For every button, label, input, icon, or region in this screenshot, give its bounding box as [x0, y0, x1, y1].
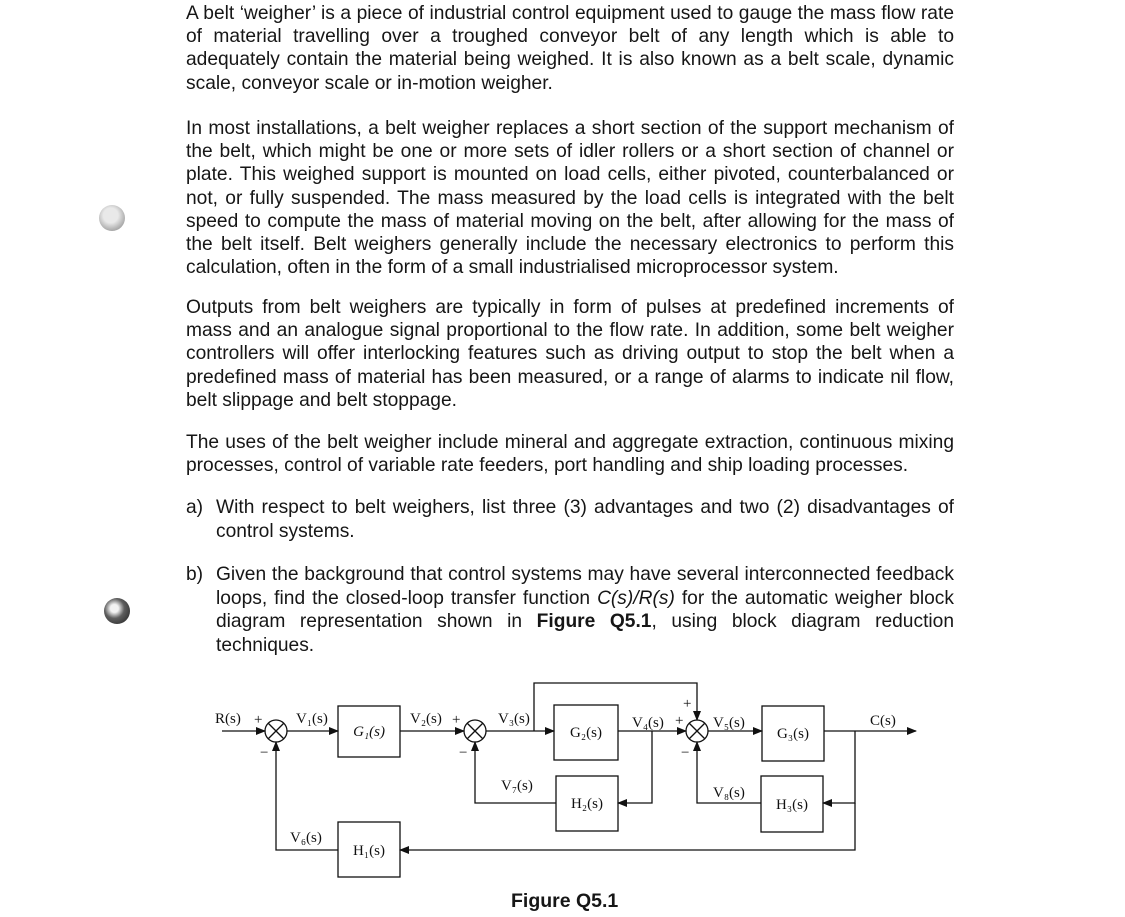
- signal-v8-label: V₈(s): [713, 785, 745, 801]
- paragraph-installations: In most installations, a belt weigher replaces a short section of the support mechanism of the belt, which might be one or more sets of idler rollers or a short section of channel or plate. This weighed support is mounted on load cells, either pivoted, counterbalanced or not, or fully suspended. The mass measured by the load cells is integrated with the belt speed to compute the mass of material moving on the belt, after allowing for the mass of the belt itself. Belt weighers generally include the necessary electronics to perform this calculation, often in the form of a small industrialised microprocessor system.: [186, 118, 954, 279]
- paragraph-intro: A belt ‘weigher’ is a piece of industrial control equipment used to gauge the mass flow rate of material travelling over a troughed conveyor belt of any length which is able to adequately contain the material being weighed. It is also known as a belt scale, dynamic scale, conveyor scale or in-motion weigher.: [186, 3, 954, 94]
- question-a-text: With respect to belt weighers, list three (3) advantages and two (2) disadvantages of control systems.: [216, 497, 954, 542]
- summing-junction-1: [265, 720, 287, 742]
- question-b: [186, 563, 954, 657]
- question-b-text-part1: Given the background that control systems may have several interconnected feedback loops, find the closed-loop transfer function: [216, 564, 954, 609]
- signal-v1-label: V₁(s): [296, 711, 328, 727]
- block-h1-label: H₁(s): [353, 843, 385, 859]
- block-g1-label: G₁(s): [353, 724, 385, 740]
- figure-caption: Figure Q5.1: [511, 890, 619, 912]
- block-diagram: [200, 675, 930, 885]
- sign-plus-3b: +: [683, 696, 692, 712]
- sign-plus-3a: +: [675, 713, 684, 729]
- sign-minus-2: −: [459, 745, 468, 761]
- block-h2-label: H₂(s): [571, 796, 603, 812]
- block-g3-label: G₃(s): [777, 726, 809, 742]
- figure-reference: Figure Q5.1: [536, 611, 652, 633]
- binder-hole-bottom: [104, 598, 130, 624]
- sign-plus-2: +: [452, 712, 461, 728]
- question-b-text: [216, 563, 954, 657]
- question-b-text-part3: , using block diagram reduction techniques.: [216, 611, 955, 656]
- sign-minus-1: −: [260, 745, 269, 761]
- signal-v2-label: V₂(s): [410, 711, 442, 727]
- block-h3-label: H₃(s): [776, 797, 808, 813]
- block-g2-label: G₂(s): [570, 725, 602, 741]
- question-b-text-part2: for the automatic weigher block diagram representation shown in: [216, 587, 954, 633]
- binder-hole-top: [99, 205, 125, 231]
- summing-junction-3: [686, 720, 708, 742]
- signal-v5-label: V₅(s): [713, 715, 745, 731]
- paragraph-outputs: Outputs from belt weighers are typically in form of pulses at predefined increments of mass and an analogue signal proportional to the flow rate. In addition, some belt weigher controllers will offer interlocking features such as driving output to stop the belt when a predefined mass of material has been measured, or a range of alarms to indicate nil flow, belt slippage and belt stoppage.: [186, 297, 954, 411]
- transfer-function: C(s)/R(s): [597, 587, 675, 609]
- signal-c-label: C(s): [870, 713, 896, 729]
- signal-r-label: R(s): [215, 711, 241, 727]
- question-a-label: a): [186, 497, 204, 518]
- question-b-label: b): [186, 564, 204, 585]
- signal-v7-label: V₇(s): [501, 778, 533, 794]
- sign-plus-1: +: [254, 712, 263, 728]
- signal-v4-label: V₄(s): [632, 715, 664, 731]
- summing-junction-2: [464, 720, 486, 742]
- signal-v3-label: V₃(s): [498, 711, 530, 727]
- sign-minus-3: −: [681, 745, 690, 761]
- question-a: [186, 496, 954, 543]
- paragraph-uses: The uses of the belt weigher include mineral and aggregate extraction, continuous mixing processes, control of variable rate feeders, port handling and ship loading processes.: [186, 432, 954, 477]
- signal-v6-label: V₆(s): [290, 830, 322, 846]
